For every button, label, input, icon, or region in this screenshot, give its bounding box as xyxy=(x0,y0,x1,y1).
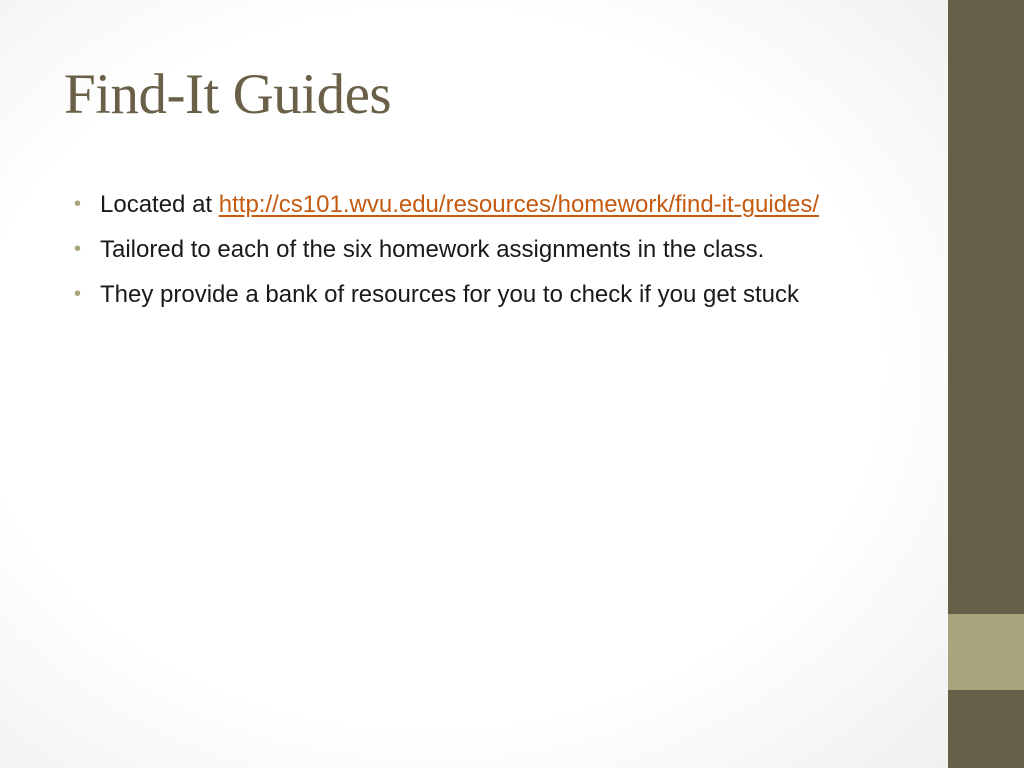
slide-title: Find-It Guides xyxy=(64,63,392,126)
bullet-marker: • xyxy=(74,193,82,215)
bullet-text: They provide a bank of resources for you to check if you get stuck xyxy=(100,281,800,308)
bullet-item-resources xyxy=(74,276,884,313)
bullet-text: Located at xyxy=(100,191,219,218)
bullet-marker: • xyxy=(74,238,82,260)
bullet-item-tailored xyxy=(74,231,884,268)
bullet-list xyxy=(74,186,884,321)
bullet-item-location xyxy=(74,186,884,223)
find-it-guides-link[interactable]: http://cs101.wvu.edu/resources/homework/find-it-guides/ xyxy=(218,191,820,218)
side-bar-dark-top xyxy=(948,0,1024,614)
bullet-marker: • xyxy=(74,283,82,305)
bullet-text: Tailored to each of the six homework assignments in the class. xyxy=(100,236,765,263)
side-bar-dark-bottom xyxy=(948,690,1024,768)
side-bar-accent-block xyxy=(948,614,1024,690)
